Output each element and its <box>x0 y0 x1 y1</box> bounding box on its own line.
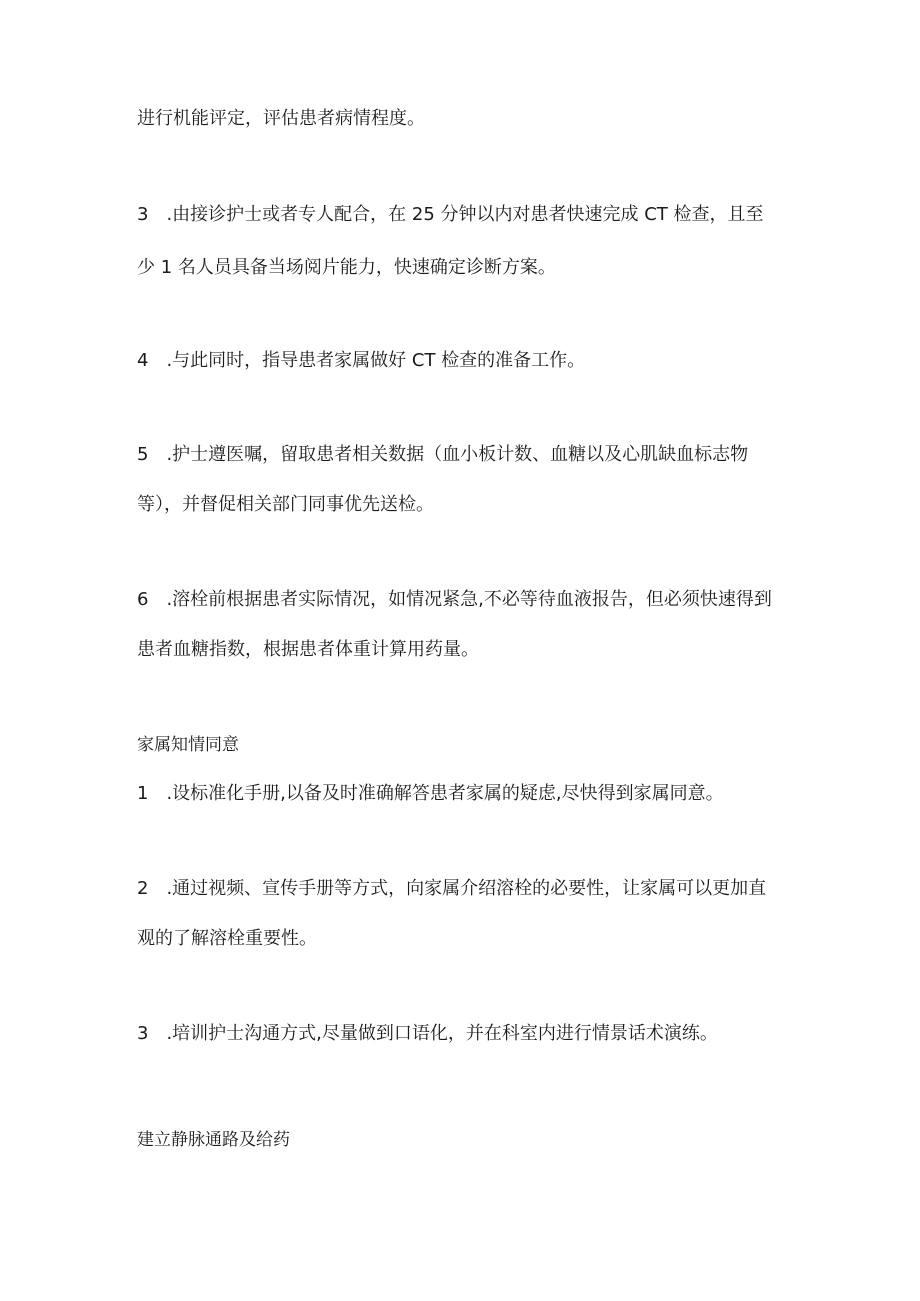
list-item-5-line-2: 等），并督促相关部门同事优先送检。 <box>137 494 434 515</box>
consent-item-3: 3 .培训护士沟通方式,尽量做到口语化，并在科室内进行情景话术演练。 <box>137 1023 718 1044</box>
list-item-5-line-1: 5 .护士遵医嘱，留取患者相关数据（血小板计数、血糖以及心肌缺血标志物 <box>137 444 749 465</box>
list-item-3-line-2: 少 1 名人员具备当场阅片能力，快速确定诊断方案。 <box>137 257 556 278</box>
consent-item-2-line-2: 观的了解溶栓重要性。 <box>137 928 317 949</box>
list-item-6-line-2: 患者血糖指数，根据患者体重计算用药量。 <box>137 639 479 660</box>
list-item-4: 4 .与此同时，指导患者家属做好 CT 检查的准备工作。 <box>137 350 586 371</box>
consent-item-2-line-1: 2 .通过视频、宣传手册等方式，向家属介绍溶栓的必要性，让家属可以更加直 <box>137 878 767 899</box>
section-heading-family-consent: 家属知情同意 <box>137 735 239 755</box>
section-heading-iv-access: 建立静脉通路及给药 <box>137 1130 290 1150</box>
consent-item-1: 1 .设标准化手册,以备及时准确解答患者家属的疑虑,尽快得到家属同意。 <box>137 783 724 804</box>
list-item-3-line-1: 3 .由接诊护士或者专人配合，在 25 分钟以内对患者快速完成 CT 检查，且至 <box>137 204 764 225</box>
list-item-6-line-1: 6 .溶栓前根据患者实际情况，如情况紧急,不必等待血液报告，但必须快速得到 <box>137 589 772 610</box>
paragraph-line-assessment: 进行机能评定，评估患者病情程度。 <box>137 108 425 129</box>
